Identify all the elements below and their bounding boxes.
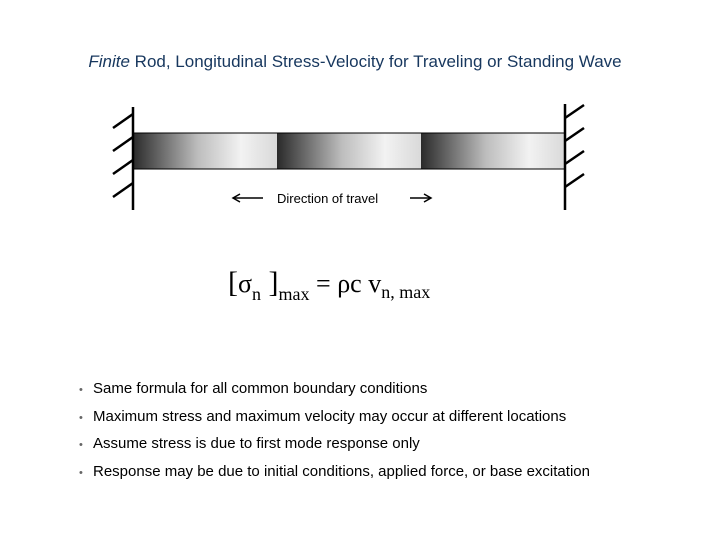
bullet-text: Maximum stress and maximum velocity may occur at different locations xyxy=(93,407,567,425)
bullet-item xyxy=(79,463,590,491)
formula-c: c xyxy=(350,269,362,298)
formula-left-bracket: [ xyxy=(228,266,238,299)
left-arrow-icon xyxy=(233,194,263,202)
formula-max-subscript: max xyxy=(278,284,310,304)
formula-sigma-subscript: n xyxy=(252,284,262,304)
rod xyxy=(133,133,565,169)
stress-velocity-formula xyxy=(228,266,431,304)
title-rest: Rod, Longitudinal Stress-Velocity for Traveling or Standing Wave xyxy=(129,52,622,71)
bullet-item xyxy=(79,435,590,463)
bullet-dot-icon: • xyxy=(79,411,83,424)
bullet-text: Assume stress is due to first mode response only xyxy=(93,435,420,452)
bullet-list xyxy=(79,380,590,490)
left-wall-support xyxy=(113,107,133,210)
bullet-dot-icon: • xyxy=(79,439,83,451)
rod-segment-2 xyxy=(277,133,421,169)
formula-equals: = xyxy=(316,269,331,298)
right-wall-support xyxy=(565,104,584,210)
formula-rho: ρ xyxy=(337,269,351,298)
formula-v-subscript: n, max xyxy=(381,282,431,302)
bullet-text: Same formula for all common boundary conditions xyxy=(93,380,428,397)
bullet-item xyxy=(79,380,590,408)
title-italic: Finite xyxy=(88,52,130,71)
direction-of-travel-label: Direction of travel xyxy=(277,191,379,206)
right-arrow-icon xyxy=(410,194,431,202)
bullet-dot-icon: • xyxy=(79,384,83,396)
bullet-item xyxy=(79,408,590,436)
formula-sigma: σ xyxy=(238,269,253,298)
rod-segment-3 xyxy=(421,133,565,169)
bullet-dot-icon: • xyxy=(79,466,83,479)
rod-segment-1 xyxy=(133,133,277,169)
formula-v: v xyxy=(368,269,382,298)
formula-right-bracket: ] xyxy=(261,266,279,299)
bullet-text: Response may be due to initial conditions, applied force, or base excitation xyxy=(93,462,590,480)
